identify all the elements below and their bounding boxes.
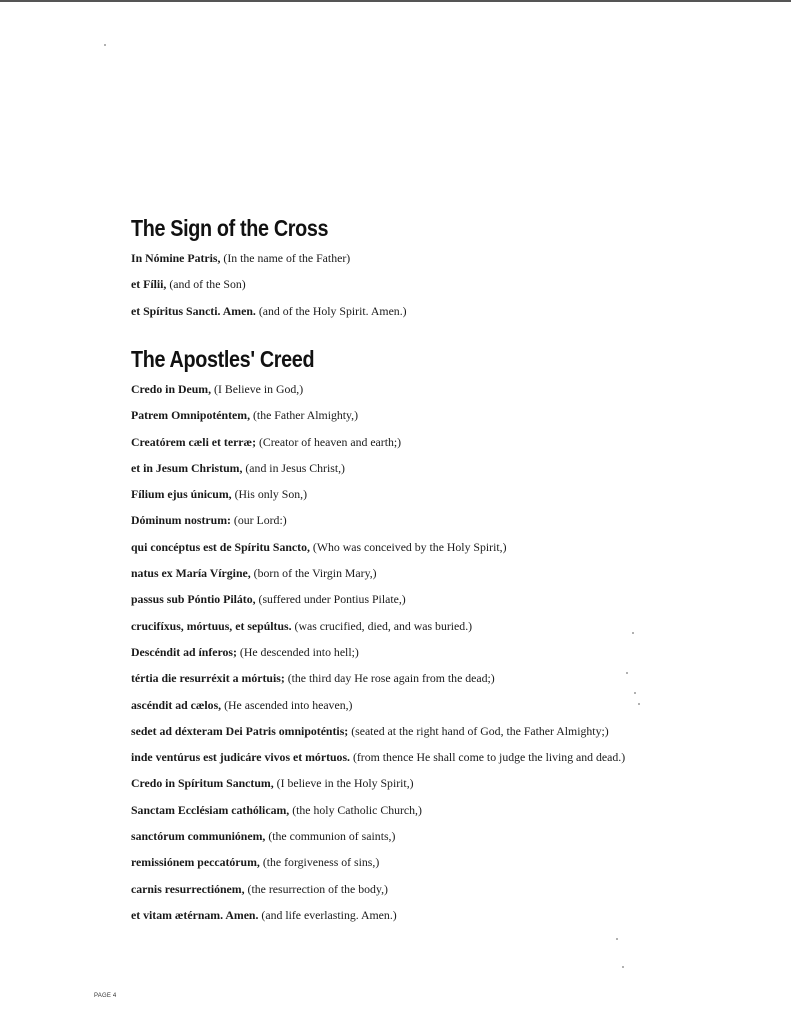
top-border-line	[0, 0, 791, 2]
prayer-line	[131, 797, 731, 823]
latin-text: Credo in Deum,	[131, 382, 212, 396]
scan-speck	[622, 966, 624, 968]
latin-text: carnis resurrectiónem,	[131, 881, 245, 896]
latin-text: passus sub Póntio Piláto,	[131, 592, 256, 607]
prayer-line	[131, 770, 731, 796]
english-translation: (and of the Holy Spirit. Amen.)	[258, 303, 407, 318]
english-translation: (the holy Catholic Church,)	[292, 802, 422, 817]
english-translation: (suffered under Pontius Pilate,)	[258, 592, 406, 607]
apostles-creed-lines	[131, 376, 731, 928]
latin-text: et Spíritus Sancti. Amen.	[131, 303, 256, 318]
latin-text: Descéndit ad ínferos;	[131, 644, 237, 659]
scan-speck	[616, 938, 618, 940]
english-translation: (the third day He rose again from the dead;)	[287, 671, 495, 686]
prayer-line	[131, 849, 731, 875]
prayer-line	[131, 455, 731, 481]
latin-text: ascéndit ad cælos,	[131, 697, 222, 712]
english-translation: (seated at the right hand of God, the Father Almighty;)	[351, 723, 609, 738]
prayer-line	[131, 692, 731, 718]
scan-speck	[626, 672, 628, 674]
english-translation: (born of the Virgin Mary,)	[253, 566, 377, 581]
scan-speck	[638, 703, 640, 705]
english-translation: (Creator of heaven and earth;)	[258, 434, 402, 449]
latin-text: sedet ad déxteram Dei Patris omnipoténtis;	[131, 723, 349, 738]
latin-text: Patrem Omnipoténtem,	[131, 408, 251, 423]
latin-text: Credo in Spíritum Sanctum,	[131, 776, 274, 791]
sign-of-cross-lines	[131, 245, 731, 324]
english-translation: (He ascended into heaven,)	[224, 697, 353, 712]
prayer-line	[131, 271, 731, 297]
latin-text: qui concéptus est de Spíritu Sancto,	[131, 539, 310, 554]
english-translation: (His only Son,)	[234, 487, 308, 502]
english-translation: (the Father Almighty,)	[253, 408, 359, 423]
english-translation: (was crucified, died, and was buried.)	[294, 618, 473, 633]
english-translation: (our Lord:)	[233, 513, 287, 528]
prayer-line	[131, 876, 731, 902]
prayer-line	[131, 665, 731, 691]
latin-text: natus ex María Vírgine,	[131, 566, 251, 581]
english-translation: (the resurrection of the body,)	[247, 881, 388, 896]
prayer-line	[131, 718, 731, 744]
latin-text: crucifíxus, mórtuus, et sepúltus.	[131, 618, 292, 633]
english-translation: (the communion of saints,)	[268, 829, 396, 844]
latin-text: Sanctam Ecclésiam cathólicam,	[131, 802, 290, 817]
prayer-line	[131, 586, 731, 612]
latin-text: sanctórum communiónem,	[131, 829, 266, 844]
prayer-line	[131, 402, 731, 428]
prayer-line	[131, 298, 731, 324]
prayer-line	[131, 613, 731, 639]
prayer-line	[131, 744, 731, 770]
english-translation: (Who was conceived by the Holy Spirit,)	[312, 539, 507, 554]
page-number: PAGE 4	[94, 993, 117, 999]
prayer-line	[131, 481, 731, 507]
prayer-line	[131, 560, 731, 586]
english-translation: (In the name of the Father)	[223, 251, 351, 265]
prayer-line	[131, 902, 731, 928]
sign-of-cross-title: The Sign of the Cross	[131, 215, 329, 241]
prayer-line	[131, 639, 731, 665]
sign-of-cross-section	[131, 213, 731, 324]
prayer-line	[131, 376, 731, 402]
prayer-line	[131, 507, 731, 533]
prayer-line	[131, 429, 731, 455]
english-translation: (I Believe in God,)	[214, 382, 304, 396]
english-translation: (He descended into hell;)	[239, 644, 359, 659]
latin-text: In Nómine Patris,	[131, 251, 221, 265]
english-translation: (the forgiveness of sins,)	[262, 855, 380, 870]
latin-text: et vitam ætérnam. Amen.	[131, 907, 259, 922]
latin-text: Dóminum nostrum:	[131, 513, 231, 528]
latin-text: et in Jesum Christum,	[131, 460, 243, 475]
latin-text: inde ventúrus est judicáre vivos et mórtuos.	[131, 750, 350, 765]
prayer-line	[131, 823, 731, 849]
scan-speck	[634, 692, 636, 694]
english-translation: (from thence He shall come to judge the living and dead.)	[352, 750, 626, 765]
english-translation: (and in Jesus Christ,)	[245, 460, 345, 475]
english-translation: (I believe in the Holy Spirit,)	[276, 776, 414, 791]
latin-text: remissiónem peccatórum,	[131, 855, 260, 870]
latin-text: Fílium ejus únicum,	[131, 487, 232, 502]
apostles-creed-title: The Apostles' Creed	[131, 346, 315, 372]
latin-text: Creatórem cæli et terræ;	[131, 434, 256, 449]
prayer-line	[131, 534, 731, 560]
apostles-creed-section	[131, 344, 731, 928]
latin-text: tértia die resurréxit a mórtuis;	[131, 671, 285, 686]
latin-text: et Fílii,	[131, 277, 167, 292]
scan-speck	[632, 632, 634, 634]
english-translation: (and life everlasting. Amen.)	[261, 907, 397, 922]
prayer-line	[131, 245, 731, 271]
scan-speck	[104, 44, 106, 46]
english-translation: (and of the Son)	[169, 277, 246, 292]
